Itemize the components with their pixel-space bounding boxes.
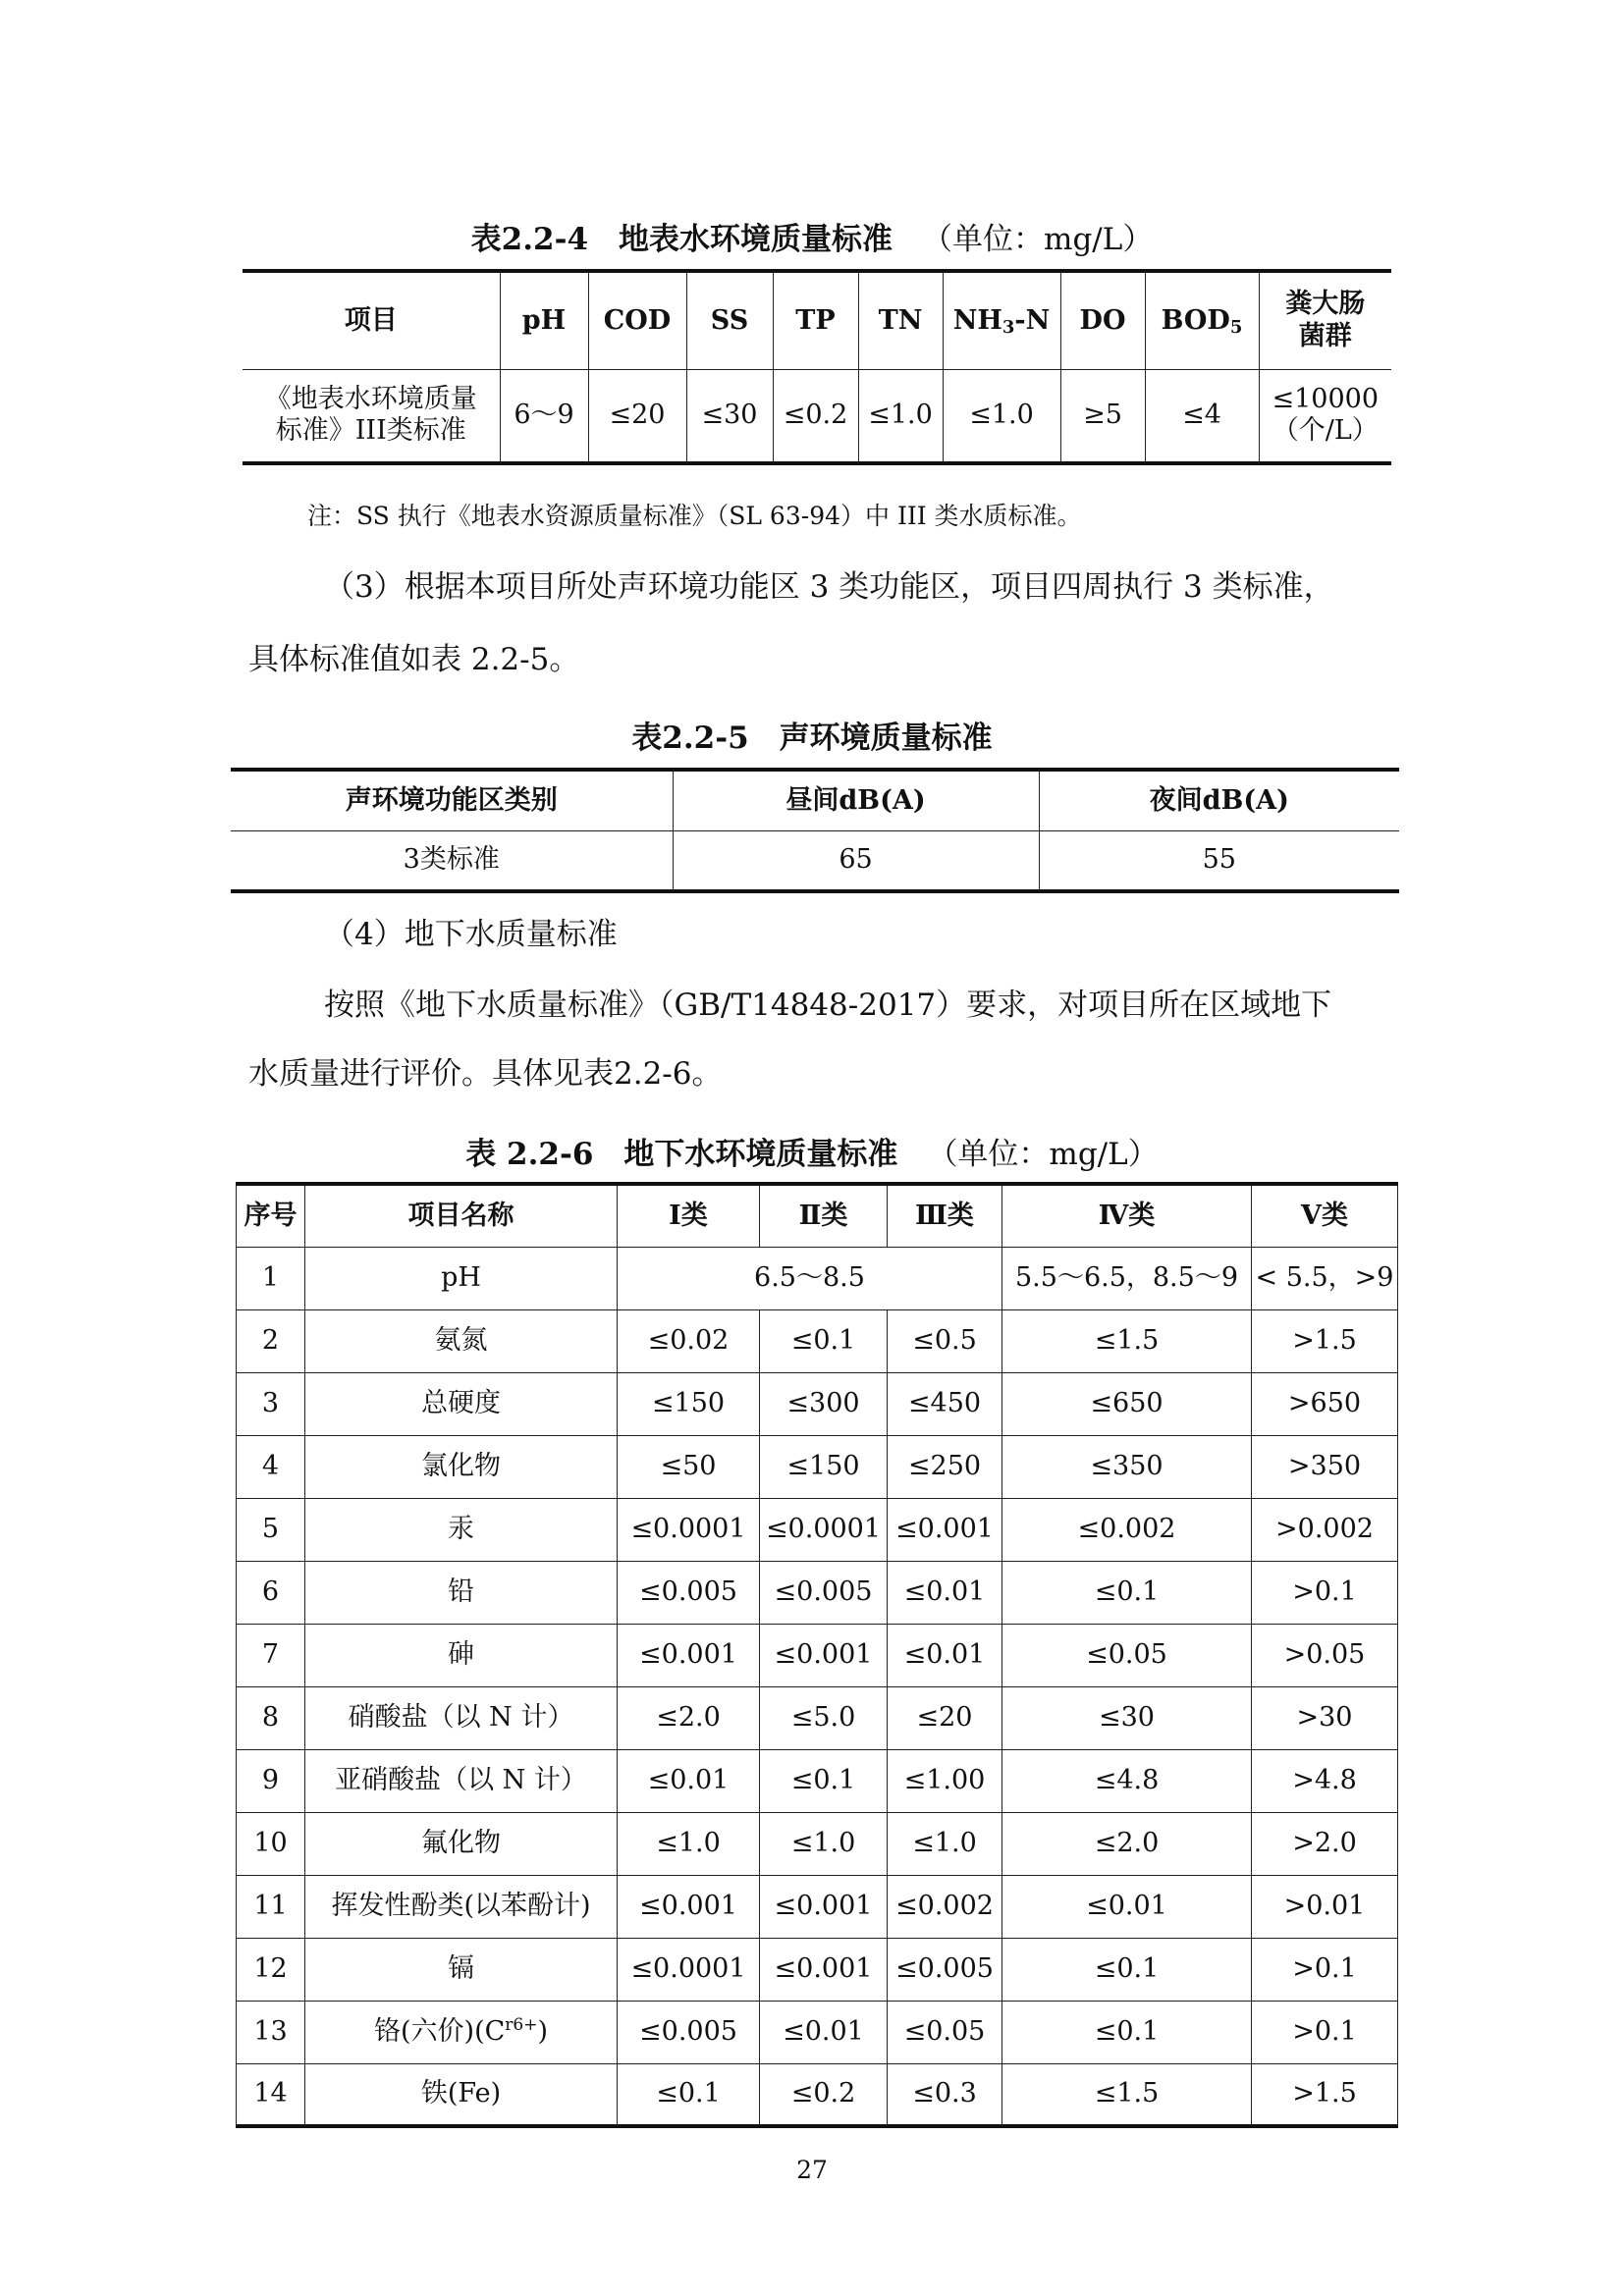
table3-cell: ≤2.0 — [1002, 1812, 1252, 1875]
table1-title: 表2.2-4 地表水环境质量标准 — [470, 222, 893, 257]
table-row — [237, 1372, 1398, 1435]
table3-cell: ≤0.02 — [618, 1309, 760, 1372]
table3-cell: ≤0.001 — [618, 1624, 760, 1686]
table3-cell: 11 — [237, 1875, 305, 1938]
table-row — [237, 1247, 1398, 1309]
table3-cell: pH — [305, 1247, 618, 1309]
table3-cell: >1.5 — [1252, 1309, 1398, 1372]
table3-cell: ≤0.005 — [618, 1561, 760, 1624]
table3-cell: 8 — [237, 1686, 305, 1749]
table3-cell: ≤0.001 — [760, 1938, 888, 2001]
table1-header-cod: COD — [588, 271, 686, 369]
table1-cell: ≤10000（个/L） — [1259, 369, 1391, 463]
table1-header-do: DO — [1060, 271, 1145, 369]
table3-cell: >1.5 — [1252, 2063, 1398, 2126]
table1-header-ss: SS — [686, 271, 773, 369]
table3-cell: ≤350 — [1002, 1435, 1252, 1498]
table3-header-class4: Ⅳ类 — [1002, 1184, 1252, 1247]
table3-cell: 铅 — [305, 1561, 618, 1624]
paragraph-4-heading: （4）地下水质量标准 — [324, 917, 618, 952]
table3-cell: ≤0.1 — [618, 2063, 760, 2126]
table3-cell: ≤0.0001 — [618, 1938, 760, 2001]
table1-header-tn: TN — [858, 271, 943, 369]
table3-cell: ≤0.005 — [760, 1561, 888, 1624]
table3-cell: 氯化物 — [305, 1435, 618, 1498]
nh3-tail: -N — [1014, 304, 1051, 336]
table1-unit: （单位：mg/L） — [922, 222, 1154, 257]
cr-label: 铬(六价)(C — [374, 2015, 506, 2047]
table3-cell: ≤650 — [1002, 1372, 1252, 1435]
table-row — [237, 2063, 1398, 2126]
table3-unit: （单位：mg/L） — [927, 1137, 1159, 1172]
table3-cell: >0.1 — [1252, 1561, 1398, 1624]
table3-cell: 亚硝酸盐（以 N 计） — [305, 1749, 618, 1812]
table3-cell: ≤0.1 — [760, 1749, 888, 1812]
table3-cell: ≤250 — [888, 1435, 1002, 1498]
table1-surface-water — [243, 269, 1391, 465]
bod-subscript: 5 — [1229, 316, 1243, 338]
table3-cell: >350 — [1252, 1435, 1398, 1498]
bod-base: BOD — [1161, 304, 1230, 336]
page-number: 27 — [796, 2156, 828, 2184]
table3-cell: ≤20 — [888, 1686, 1002, 1749]
table2-caption: 表2.2-5 声环境质量标准 — [631, 721, 993, 756]
table3-cell: ≤50 — [618, 1435, 760, 1498]
table3-cell: 砷 — [305, 1624, 618, 1686]
table3-header-no: 序号 — [237, 1184, 305, 1247]
table3-cell: ≤0.001 — [760, 1875, 888, 1938]
table3-cell: ≤150 — [618, 1372, 760, 1435]
table1-cell: ≤20 — [588, 369, 686, 463]
table3-cell: >4.8 — [1252, 1749, 1398, 1812]
table3-groundwater — [236, 1182, 1398, 2128]
table3-cell: 5 — [237, 1498, 305, 1561]
table3-cell: < 5.5，>9 — [1252, 1247, 1398, 1309]
paragraph-4-line2: 水质量进行评价。具体见表2.2-6。 — [248, 1056, 723, 1092]
table2-cell: 55 — [1039, 830, 1399, 891]
table2-header-zone: 声环境功能区类别 — [231, 770, 673, 830]
table3-cell: ≤0.001 — [760, 1624, 888, 1686]
table3-cell: >2.0 — [1252, 1812, 1398, 1875]
table3-header-class1: Ⅰ类 — [618, 1184, 760, 1247]
table1-cell: ≤1.0 — [858, 369, 943, 463]
table-row — [237, 1938, 1398, 2001]
paragraph-3-line1: （3）根据本项目所处声环境功能区 3 类功能区，项目四周执行 3 类标准， — [324, 569, 1334, 605]
table3-body — [237, 1309, 1398, 2126]
table3-cell: 氟化物 — [305, 1812, 618, 1875]
table1-header-bod5 — [1145, 271, 1259, 369]
table3-cell: ≤1.5 — [1002, 1309, 1252, 1372]
table1-row-label: 《地表水环境质量标准》III类标准 — [243, 369, 500, 463]
table3-cell: ≤5.0 — [760, 1686, 888, 1749]
table1-cell: 6～9 — [500, 369, 588, 463]
paragraph-4-line1: 按照《地下水质量标准》（GB/T14848-2017）要求，对项目所在区域地下 — [324, 988, 1332, 1023]
table3-cell: 14 — [237, 2063, 305, 2126]
table3-cell: 9 — [237, 1749, 305, 1812]
table-row — [237, 1749, 1398, 1812]
table3-cell — [305, 2001, 618, 2063]
table3-cell: 2 — [237, 1309, 305, 1372]
table3-cell: ≤0.05 — [1002, 1624, 1252, 1686]
table3-cell: >650 — [1252, 1372, 1398, 1435]
table3-cell: >0.01 — [1252, 1875, 1398, 1938]
table1-header-ph: pH — [500, 271, 588, 369]
table3-cell: ≤0.5 — [888, 1309, 1002, 1372]
table3-cell: ≤1.0 — [760, 1812, 888, 1875]
table3-header-class2: Ⅱ类 — [760, 1184, 888, 1247]
table3-cell: 挥发性酚类(以苯酚计) — [305, 1875, 618, 1938]
table3-cell: ≤0.002 — [888, 1875, 1002, 1938]
table3-cell: 13 — [237, 2001, 305, 2063]
table3-cell: ≤0.01 — [888, 1561, 1002, 1624]
table3-header-item: 项目名称 — [305, 1184, 618, 1247]
table3-cell: ≤0.001 — [618, 1875, 760, 1938]
table3-cell: ≤1.0 — [888, 1812, 1002, 1875]
table3-cell: ≤0.1 — [1002, 1938, 1252, 2001]
table3-cell: ≤0.01 — [760, 2001, 888, 2063]
table3-cell: ≤0.005 — [888, 1938, 1002, 2001]
table3-cell: 汞 — [305, 1498, 618, 1561]
table3-cell: ≤0.002 — [1002, 1498, 1252, 1561]
table3-cell: ≤0.2 — [760, 2063, 888, 2126]
table3-cell: >0.1 — [1252, 2001, 1398, 2063]
table3-cell: ≤0.01 — [618, 1749, 760, 1812]
table3-cell: >30 — [1252, 1686, 1398, 1749]
table3-cell: ≤2.0 — [618, 1686, 760, 1749]
table3-cell-merged: 6.5～8.5 — [618, 1247, 1002, 1309]
table3-cell: ≤4.8 — [1002, 1749, 1252, 1812]
cr-tail: ) — [537, 2015, 548, 2047]
table2-header-night: 夜间dB(A) — [1039, 770, 1399, 830]
table3-cell: ≤300 — [760, 1372, 888, 1435]
table3-cell: ≤0.01 — [888, 1624, 1002, 1686]
table3-title: 表 2.2-6 地下水环境质量标准 — [465, 1137, 898, 1172]
table1-cell: ≥5 — [1060, 369, 1145, 463]
table3-cell: 铁(Fe) — [305, 2063, 618, 2126]
table2-cell: 3类标准 — [231, 830, 673, 891]
table1-cell: ≤4 — [1145, 369, 1259, 463]
table-row — [237, 1624, 1398, 1686]
table-row — [237, 1309, 1398, 1372]
table3-cell: 3 — [237, 1372, 305, 1435]
table3-header-class3: Ⅲ类 — [888, 1184, 1002, 1247]
table3-cell: 总硬度 — [305, 1372, 618, 1435]
table3-cell: ≤1.5 — [1002, 2063, 1252, 2126]
table3-caption — [0, 1129, 1624, 1173]
table3-cell: 5.5～6.5，8.5～9 — [1002, 1247, 1252, 1309]
table3-cell: ≤1.00 — [888, 1749, 1002, 1812]
table3-cell: ≤0.1 — [1002, 1561, 1252, 1624]
table3-cell: 镉 — [305, 1938, 618, 2001]
table3-cell: 12 — [237, 1938, 305, 2001]
table3-cell: >0.1 — [1252, 1938, 1398, 2001]
table1-header-nh3n — [943, 271, 1060, 369]
table3-header-class5: Ⅴ类 — [1252, 1184, 1398, 1247]
table3-cell: 6 — [237, 1561, 305, 1624]
table3-cell: 硝酸盐（以 N 计） — [305, 1686, 618, 1749]
table3-cell: ≤0.01 — [1002, 1875, 1252, 1938]
table3-cell: ≤1.0 — [618, 1812, 760, 1875]
table-row — [237, 2001, 1398, 2063]
table1-header-item: 项目 — [243, 271, 500, 369]
table1-cell: ≤30 — [686, 369, 773, 463]
table3-cell: 10 — [237, 1812, 305, 1875]
table3-cell: 4 — [237, 1435, 305, 1498]
table3-cell: >0.002 — [1252, 1498, 1398, 1561]
table1-caption — [0, 214, 1624, 258]
table1-note: 注：SS 执行《地表水资源质量标准》（SL 63-94）中 III 类水质标准。 — [307, 502, 1082, 530]
table-row — [237, 1561, 1398, 1624]
table3-cell: ≤0.3 — [888, 2063, 1002, 2126]
nh3-base: NH — [952, 304, 1002, 336]
cr-superscript: r6+ — [505, 2014, 538, 2035]
table-row — [237, 1498, 1398, 1561]
table1-cell: ≤0.2 — [773, 369, 858, 463]
table1-cell: ≤1.0 — [943, 369, 1060, 463]
table-row — [237, 1686, 1398, 1749]
table2-noise — [231, 768, 1399, 893]
table3-cell: ≤450 — [888, 1372, 1002, 1435]
table3-cell: 氨氮 — [305, 1309, 618, 1372]
paragraph-3-line2: 具体标准值如表 2.2-5。 — [248, 642, 580, 677]
table3-cell: ≤30 — [1002, 1686, 1252, 1749]
table3-cell: ≤0.0001 — [760, 1498, 888, 1561]
table-row — [237, 1812, 1398, 1875]
table3-cell: ≤0.1 — [1002, 2001, 1252, 2063]
table2-cell: 65 — [673, 830, 1039, 891]
table-row — [237, 1875, 1398, 1938]
table3-cell: ≤150 — [760, 1435, 888, 1498]
table1-header-coliform: 粪大肠菌群 — [1259, 271, 1391, 369]
nh3-subscript: 3 — [1001, 316, 1015, 338]
table3-cell: >0.05 — [1252, 1624, 1398, 1686]
table3-cell: ≤0.1 — [760, 1309, 888, 1372]
table3-cell: ≤0.05 — [888, 2001, 1002, 2063]
table3-cell: ≤0.001 — [888, 1498, 1002, 1561]
table1-header-tp: TP — [773, 271, 858, 369]
table3-cell: 1 — [237, 1247, 305, 1309]
table3-cell: 7 — [237, 1624, 305, 1686]
table3-cell: ≤0.005 — [618, 2001, 760, 2063]
table-row — [237, 1435, 1398, 1498]
table3-cell: ≤0.0001 — [618, 1498, 760, 1561]
table2-header-day: 昼间dB(A) — [673, 770, 1039, 830]
